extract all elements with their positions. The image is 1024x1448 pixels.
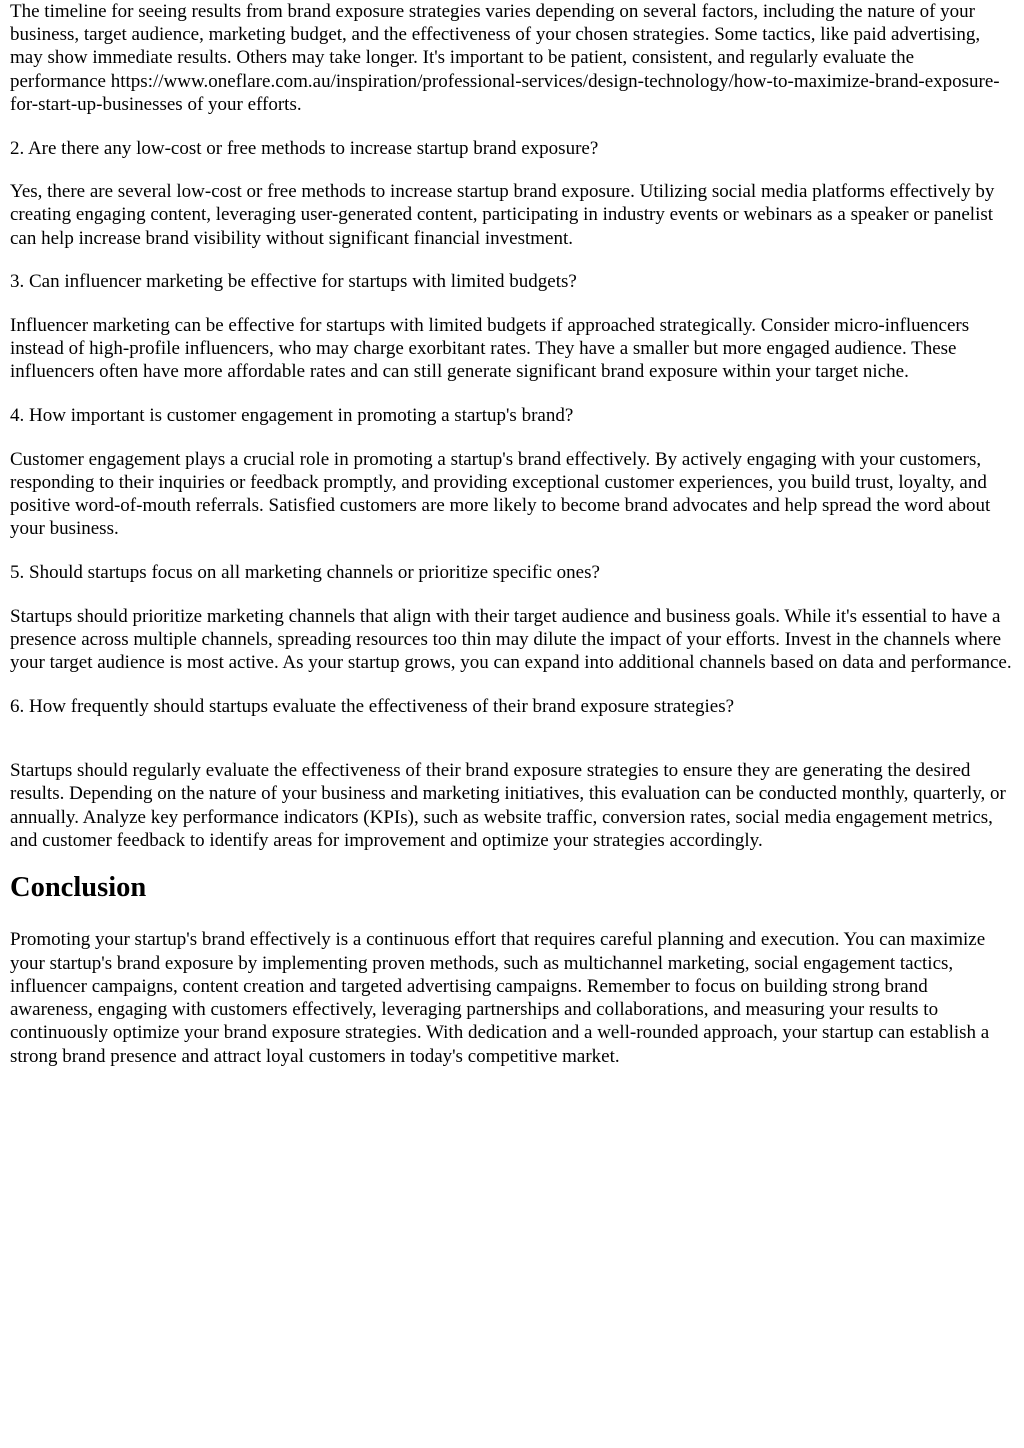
faq-question-6: 6. How frequently should startups evaluate the effectiveness of their brand exposure strategies? (10, 695, 735, 717)
conclusion-paragraph: Promoting your startup's brand effectively is a continuous effort that requires careful planning and execution. You can maximize your startup's brand exposure by implementing proven methods, such as multichannel marketing, social engagement tactics, influencer campaigns, content creation and targeted advertising campaigns. Remember to focus on building strong brand awareness, engaging with customers effectively, leveraging partnerships and collaborations, and measuring your results to continuously optimize your brand exposure strategies. With dedication and a well-rounded approach, your startup can establish a strong brand presence and attract loyal customers in today's competitive market. (10, 929, 990, 1067)
faq-answer-5: Startups should prioritize marketing channels that align with their target audience and business goals. While it's essential to have a presence across multiple channels, spreading resources too thin may dilute the impact of your efforts. Invest in the channels where your target audience is most active. As your startup grows, you can expand into additional channels based on data and performance. (10, 605, 1012, 674)
faq-answer-6: Startups should regularly evaluate the effectiveness of their brand exposure strategies to ensure they are generating the desired results. Depending on the nature of your business and marketing initiatives, this evaluation can be conducted monthly, quarterly, or annually. Analyze key performance indicators (KPIs), such as website traffic, conversion rates, social media engagement metrics, and customer feedback to identify areas for improvement and optimize your strategies accordingly. (10, 760, 1006, 851)
faq-question-3: 3. Can influencer marketing be effective for startups with limited budgets? (10, 271, 577, 293)
faq-answer-4: Customer engagement plays a crucial role in promoting a startup's brand effectively. By actively engaging with your customers, responding to their inquiries or feedback promptly, and providing exceptional customer experiences, you build trust, loyalty, and positive word-of-mouth referrals. Satisfied customers are more likely to become brand advocates and help spread the word about your business. (10, 448, 991, 540)
faq-question-4: 4. How important is customer engagement in promoting a startup's brand? (10, 405, 574, 427)
faq-question-5: 5. Should startups focus on all marketing channels or prioritize specific ones? (10, 562, 600, 584)
intro-paragraph: The timeline for seeing results from brand exposure strategies varies depending on several factors, including the nature of your business, target audience, marketing budget, and the effectiveness of your chosen strategies. Some tactics, like paid advertising, may show immediate results. Others may take longer. It's important to be patient, consistent, and regularly evaluate the performance https://www.oneflare.com.au/inspiration/professional-services/design-technology/how-to-maximize-brand-exposure-for-start-up-businesses of your efforts. (10, 1, 1000, 115)
document-body (10, 0, 1014, 1068)
faq-question-2: 2. Are there any low-cost or free methods to increase startup brand exposure? (10, 137, 599, 159)
conclusion-heading: Conclusion (10, 872, 147, 904)
faq-answer-2: Yes, there are several low-cost or free methods to increase startup brand exposure. Utilizing social media platforms effectively by creating engaging content, leveraging user-generated content, participating in industry events or webinars as a speaker or panelist can help increase brand visibility without significant financial investment. (10, 181, 995, 249)
faq-answer-3: Influencer marketing can be effective for startups with limited budgets if approached strategically. Consider micro-influencers instead of high-profile influencers, who may charge exorbitant rates. They have a smaller but more engaged audience. These influencers often have more affordable rates and can still generate significant brand exposure within your target niche. (10, 315, 970, 383)
